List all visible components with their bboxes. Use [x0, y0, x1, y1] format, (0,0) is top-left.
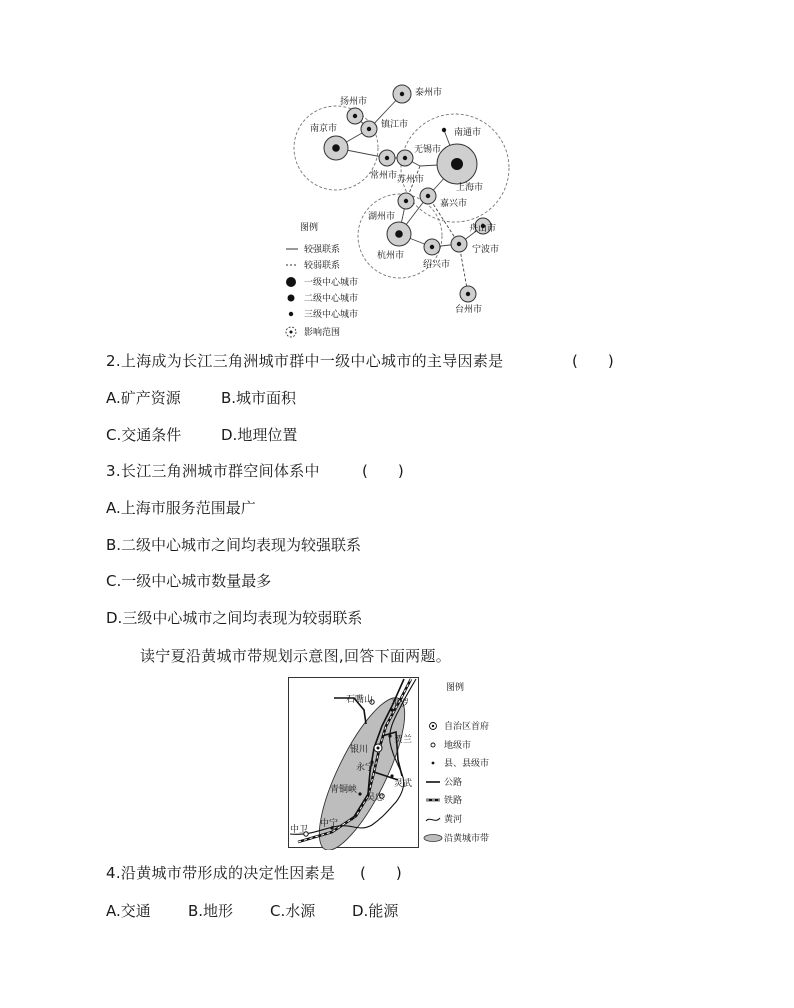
label-yinchuan: 银川: [350, 745, 369, 755]
legend-influence-label: 影响范围: [304, 328, 341, 338]
label-zhenjiang: 镇江市: [381, 120, 409, 130]
question-2-option-c: C.交通条件: [106, 426, 182, 444]
question-3-answer-blank: ( ): [362, 462, 404, 480]
question-3-stem: 3.长江三角洲城市群空间体系中: [106, 462, 320, 480]
label-yongning: 永宁: [356, 763, 375, 773]
figure1-legend: [286, 221, 358, 338]
legend-weak-link-label: 较弱联系: [304, 261, 341, 271]
label-pingluo: 平罗: [391, 699, 410, 709]
question-4-option-a: A.交通: [106, 902, 151, 920]
question-2-answer-blank: ( ): [572, 352, 614, 370]
legend-first-level-label: 一级中心城市: [304, 278, 359, 288]
qingtongxia-marker: [358, 792, 361, 795]
question-4-option-b: B.地形: [188, 902, 234, 920]
label-nanjing: 南京市: [310, 124, 338, 134]
ningxia-intro-text: 读宁夏沿黄城市带规划示意图,回答下面两题。: [140, 647, 452, 665]
label-wuxi: 无锡市: [414, 145, 442, 155]
label-jiaxing: 嘉兴市: [440, 199, 468, 209]
ningbo-dot: [457, 242, 461, 246]
label-qingtongxia: 青铜峡: [330, 785, 358, 795]
label-zhongwei: 中卫: [290, 825, 309, 835]
label-ningbo: 宁波市: [472, 245, 500, 255]
question-2-stem: 2.上海成为长江三角洲城市群中一级中心城市的主导因素是: [106, 352, 504, 370]
legend-prefecture-label: 地级市: [444, 741, 472, 751]
question-3-option-b: B.二级中心城市之间均表现为较强联系: [106, 536, 362, 554]
legend-county-label: 县、县级市: [444, 759, 490, 769]
legend-county-symbol: [432, 762, 435, 765]
ningxia-city-belt-map: [286, 676, 502, 850]
question-4-stem: 4.沿黄城市带形成的决定性因素是: [106, 864, 336, 882]
question-4-option-c: C.水源: [270, 902, 316, 920]
legend-prefecture-symbol: [431, 743, 435, 747]
wuxi-dot: [403, 156, 407, 160]
yinchuan-capital-center: [377, 747, 380, 750]
label-zhoushan: 舟山市: [469, 224, 497, 234]
label-hangzhou: 杭州市: [377, 251, 405, 261]
legend-river-symbol: [426, 818, 440, 821]
label-zhongning: 中宁: [320, 819, 339, 829]
yangtze-delta-city-network-map: [280, 78, 520, 348]
label-yangzhou: 扬州市: [340, 97, 368, 107]
nantong-dot: [442, 128, 446, 132]
label-shanghai: 上海市: [456, 183, 484, 193]
nanjing-dot: [332, 144, 340, 152]
label-changzhou: 常州市: [370, 171, 398, 181]
taizhou-js-dot: [400, 92, 404, 96]
legend-title: 图例: [446, 683, 465, 693]
label-shaoxing: 绍兴市: [423, 260, 451, 270]
legend-capital-label: 自治区首府: [444, 722, 490, 732]
label-lingwu: 灵武: [394, 779, 413, 789]
question-3-option-a: A.上海市服务范围最广: [106, 499, 256, 517]
question-4-answer-blank: ( ): [360, 864, 402, 882]
helan-marker: [388, 734, 391, 737]
legend-second-level-symbol: [288, 295, 295, 302]
label-suzhou: 苏州市: [397, 175, 425, 185]
legend-title: 图例: [300, 223, 319, 233]
question-3-option-c: C.一级中心城市数量最多: [106, 572, 272, 590]
legend-first-level-symbol: [286, 277, 296, 287]
figure2-legend: [424, 681, 489, 844]
question-3-option-d: D.三级中心城市之间均表现为较弱联系: [106, 609, 363, 627]
legend-third-level-label: 三级中心城市: [304, 310, 359, 320]
legend-second-level-label: 二级中心城市: [304, 294, 359, 304]
legend-capital-center: [432, 725, 434, 727]
legend-belt-symbol: [424, 835, 442, 842]
shanghai-dot: [451, 158, 463, 170]
lingwu-marker: [390, 774, 393, 777]
legend-strong-link-label: 较强联系: [304, 245, 341, 255]
legend-railway-label: 铁路: [444, 796, 463, 806]
legend-road-label: 公路: [444, 778, 463, 788]
label-shizuishan: 石嘴山: [346, 695, 374, 705]
shaoxing-dot: [430, 245, 434, 249]
question-2-option-b: B.城市面积: [221, 389, 297, 407]
legend-influence-dot: [290, 331, 293, 334]
label-taizhou-js: 泰州市: [415, 88, 443, 98]
yangzhou-dot: [353, 114, 357, 118]
legend-belt-label: 沿黄城市带: [444, 834, 490, 844]
taizhou-zj-dot: [466, 292, 470, 296]
label-wuzhong: 吴忠: [366, 793, 385, 803]
huzhou-dot: [404, 199, 408, 203]
legend-river-label: 黄河: [444, 815, 463, 825]
label-taizhou-zj: 台州市: [455, 305, 483, 315]
question-2-option-d: D.地理位置: [221, 426, 298, 444]
label-huzhou: 湖州市: [368, 212, 396, 222]
label-helan: 贺兰: [394, 735, 413, 745]
label-nantong: 南通市: [454, 128, 482, 138]
question-2-option-a: A.矿产资源: [106, 389, 181, 407]
zhenjiang-dot: [367, 127, 371, 131]
hangzhou-dot: [395, 230, 403, 238]
legend-third-level-symbol: [289, 312, 293, 316]
changzhou-dot: [385, 156, 389, 160]
jiaxing-dot: [426, 194, 430, 198]
question-4-option-d: D.能源: [352, 902, 399, 920]
